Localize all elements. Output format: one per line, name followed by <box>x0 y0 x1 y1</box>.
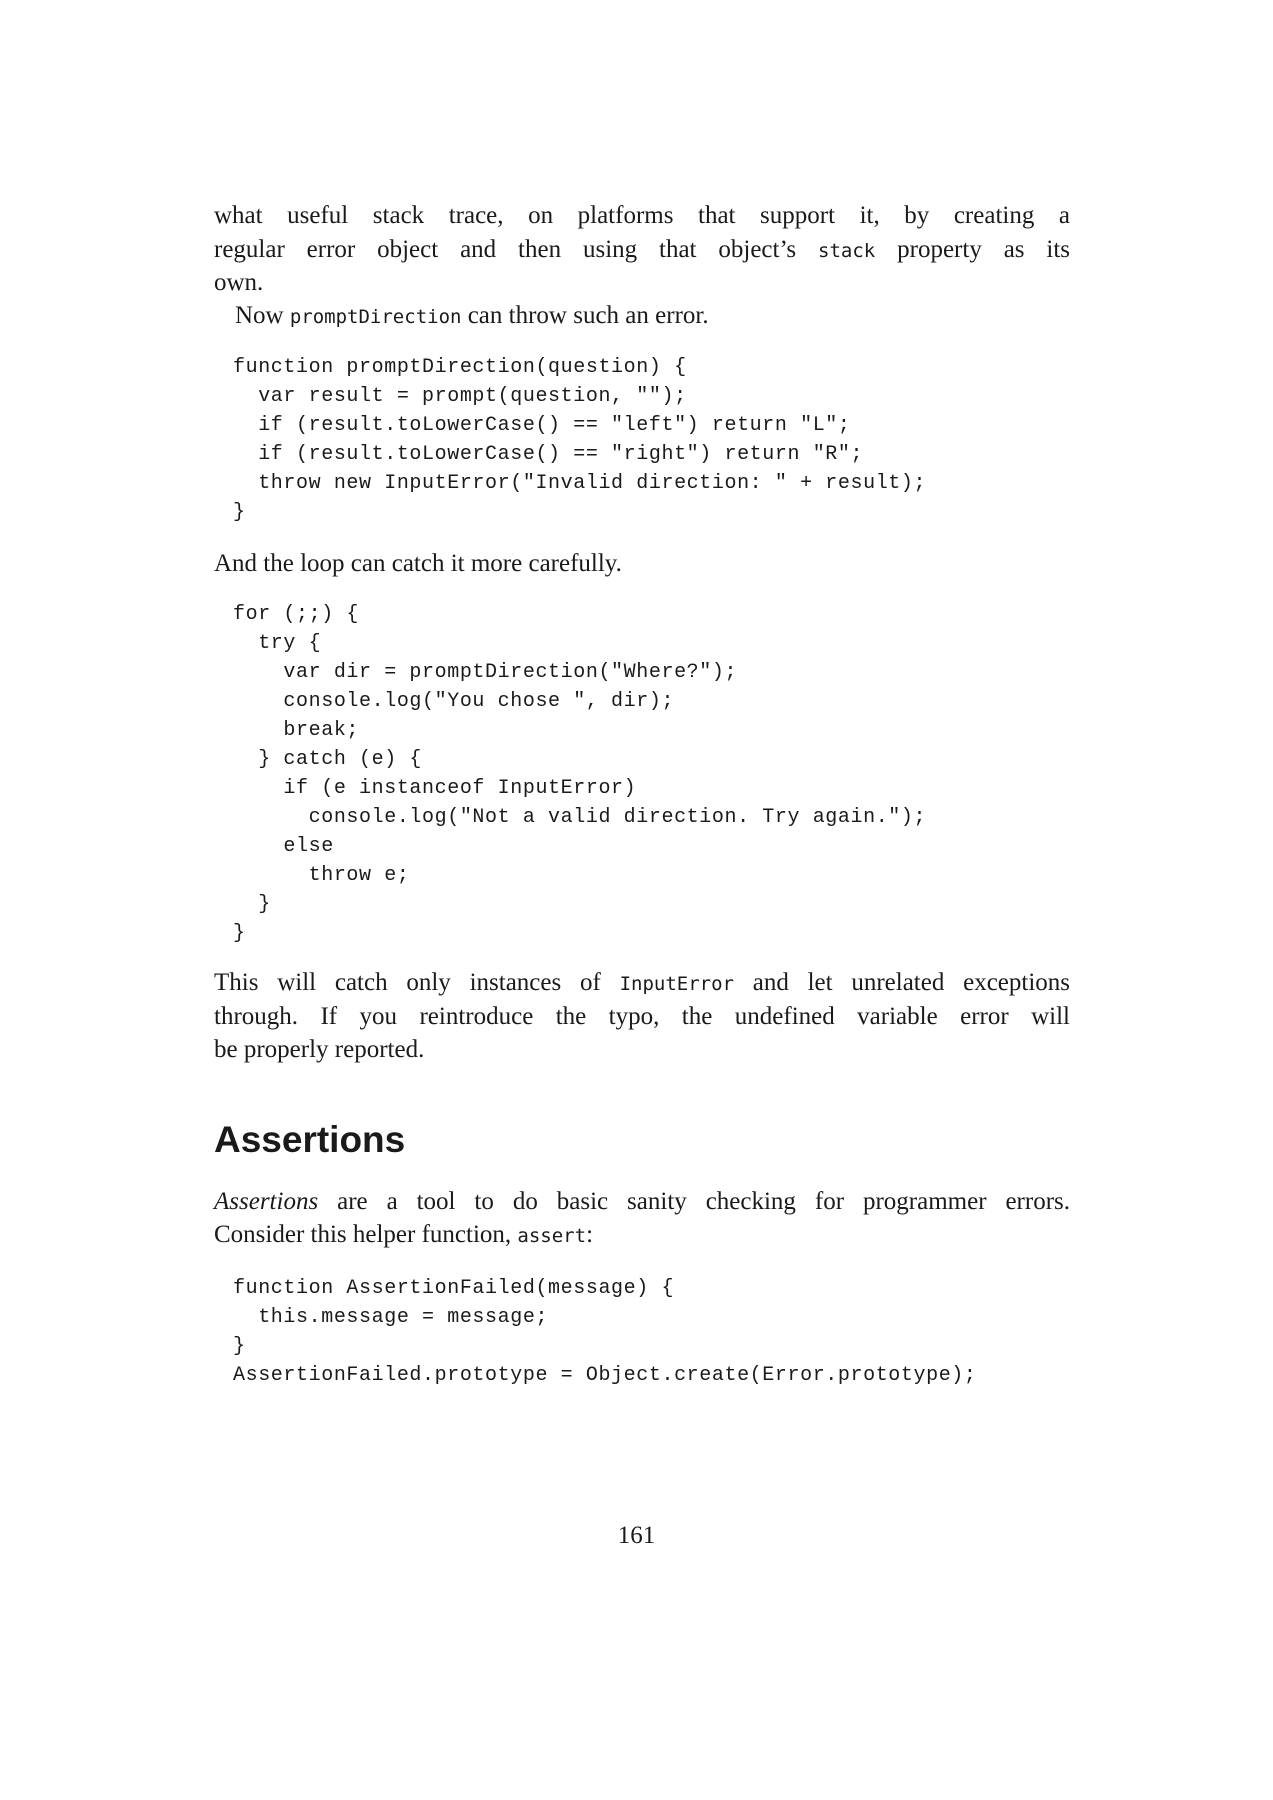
text-line <box>214 1220 1070 1251</box>
code-line: if (result.toLowerCase() == "right") return "R"; <box>233 443 864 466</box>
text: property as its <box>897 236 1071 263</box>
code-line: this.message = message; <box>233 1306 549 1329</box>
inline-code: promptDirection <box>289 306 462 328</box>
code-line: else <box>233 835 334 858</box>
code-line: } <box>233 893 271 916</box>
text: can throw such an error. <box>467 302 709 329</box>
text-line: own. <box>214 269 264 296</box>
inline-code: InputError <box>619 973 734 995</box>
text: regular error object and then using that object’s <box>214 236 797 263</box>
code-line: } <box>233 1335 246 1358</box>
text-line: through. If you reintroduce the typo, the undefined variable error will <box>214 1003 1070 1030</box>
text: Consider this helper function, <box>214 1221 512 1248</box>
code-line: console.log("Not a valid direction. Try again."); <box>233 806 927 829</box>
paragraph-now <box>235 301 1091 332</box>
text-line <box>214 1187 1070 1217</box>
page-number: 161 <box>617 1522 656 1549</box>
text: Now <box>235 302 284 329</box>
code-line: for (;;) { <box>233 603 360 626</box>
code-line: function promptDirection(question) { <box>233 356 687 379</box>
text: and let unrelated exceptions <box>752 969 1071 996</box>
code-line: var dir = promptDirection("Where?"); <box>233 661 738 684</box>
text: This will catch only instances of <box>214 969 601 996</box>
inline-code: assert <box>517 1225 587 1247</box>
code-line: throw e; <box>233 864 410 887</box>
text-line: be properly reported. <box>214 1036 425 1063</box>
code-line: break; <box>233 719 360 742</box>
code-line: AssertionFailed.prototype = Object.create(Error.prototype); <box>233 1364 977 1387</box>
paragraph-loop: And the loop can catch it more carefully. <box>214 550 622 577</box>
emphasis: Assertions <box>214 1188 319 1215</box>
code-line: } <box>233 922 246 945</box>
inline-code: stack <box>818 240 876 262</box>
code-line: var result = prompt(question, ""); <box>233 385 687 408</box>
code-line: if (result.toLowerCase() == "left") return "L"; <box>233 414 851 437</box>
code-line: if (e instanceof InputError) <box>233 777 637 800</box>
code-line: try { <box>233 632 322 655</box>
text-line <box>214 968 1070 999</box>
code-line: throw new InputError("Invalid direction: " + result); <box>233 472 927 495</box>
code-line: console.log("You chose ", dir); <box>233 690 675 713</box>
text: are a tool to do basic sanity checking for programmer errors. <box>337 1188 1071 1215</box>
code-line: } <box>233 501 246 524</box>
text: : <box>586 1221 594 1248</box>
section-heading: Assertions <box>214 1119 406 1160</box>
text-line: what useful stack trace, on platforms that support it, by creating a <box>214 202 1070 229</box>
code-line: function AssertionFailed(message) { <box>233 1277 675 1300</box>
code-line: } catch (e) { <box>233 748 423 771</box>
text-line <box>214 235 1070 266</box>
